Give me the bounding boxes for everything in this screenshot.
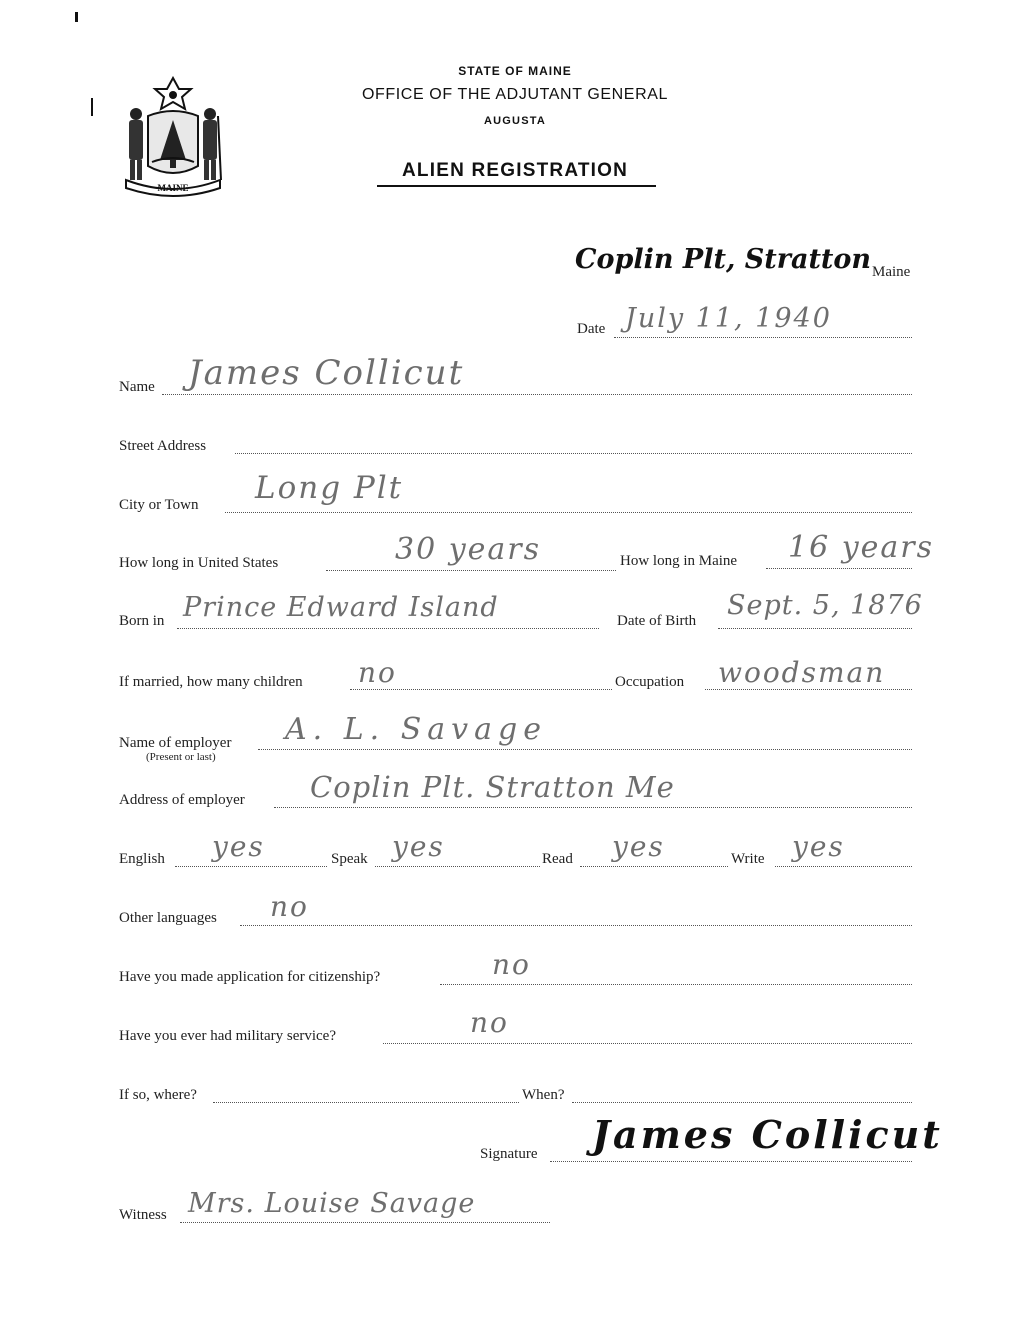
scan-mark [91, 98, 93, 116]
when-label: When? [522, 1087, 565, 1103]
born-in-value: Prince Edward Island [183, 592, 499, 623]
write-field-line [775, 866, 912, 867]
born-in-label: Born in [119, 613, 165, 629]
employer-address-label: Address of employer [119, 792, 245, 808]
name-label: Name [119, 379, 155, 395]
where-field-line [213, 1102, 519, 1103]
office-heading: OFFICE OF THE ADJUTANT GENERAL [361, 86, 669, 103]
when-field-line [572, 1102, 912, 1103]
date-label: Date [577, 321, 606, 337]
employer-name-note: (Present or last) [146, 751, 216, 763]
employer-address-value: Coplin Plt. Stratton Me [310, 770, 675, 804]
speak-label: Speak [331, 851, 368, 867]
citizenship-label: Have you made application for citizenship? [119, 969, 381, 985]
witness-value: Mrs. Louise Savage [188, 1188, 476, 1219]
read-field-line [580, 866, 728, 867]
english-label: English [119, 851, 165, 867]
form-title: ALIEN REGISTRATION [401, 160, 629, 181]
employer-name-field-line [258, 749, 912, 750]
write-label: Write [731, 851, 765, 867]
state-seal [122, 76, 224, 198]
how-long-maine-field-line [766, 568, 912, 569]
english-field-line [175, 866, 327, 867]
date-value: July 11, 1940 [625, 303, 832, 334]
military-value: no [470, 1006, 509, 1039]
seal-banner-text: MAINE [157, 183, 189, 193]
born-in-field-line [177, 628, 599, 629]
where-label: If so, where? [119, 1087, 197, 1103]
title-underline [377, 185, 656, 187]
place-state-label: Maine [872, 264, 911, 280]
military-label: Have you ever had military service? [119, 1028, 336, 1044]
place-value: Coplin Plt, Stratton [575, 244, 872, 275]
citizenship-value: no [492, 948, 531, 981]
how-long-us-label: How long in United States [119, 555, 279, 571]
how-long-us-value: 30 years [395, 532, 542, 567]
children-value: no [358, 656, 397, 689]
date-of-birth-label: Date of Birth [617, 613, 697, 629]
other-languages-label: Other languages [119, 910, 217, 926]
signature-value: James Collicut [592, 1112, 943, 1157]
name-field-line [162, 394, 912, 395]
speak-value: yes [392, 830, 445, 863]
occupation-field-line [705, 689, 912, 690]
city-town-label: City or Town [119, 497, 199, 513]
citizenship-field-line [440, 984, 912, 985]
date-of-birth-field-line [718, 628, 912, 629]
state-heading: STATE OF MAINE [458, 64, 572, 78]
employer-address-field-line [274, 807, 912, 808]
other-languages-value: no [270, 890, 309, 923]
speak-field-line [375, 866, 540, 867]
witness-label: Witness [119, 1207, 167, 1223]
occupation-value: woodsman [718, 656, 886, 689]
city-heading: AUGUSTA [484, 115, 546, 127]
how-long-us-field-line [326, 570, 616, 571]
signature-field-line [550, 1161, 912, 1162]
write-value: yes [792, 830, 845, 863]
children-label: If married, how many children [119, 674, 303, 690]
occupation-label: Occupation [615, 674, 685, 690]
read-label: Read [542, 851, 573, 867]
street-address-label: Street Address [119, 438, 207, 454]
date-field-line [614, 337, 912, 338]
name-value: James Collicut [188, 353, 465, 393]
scan-mark [75, 12, 78, 22]
how-long-maine-label: How long in Maine [620, 553, 738, 569]
date-of-birth-value: Sept. 5, 1876 [727, 590, 923, 621]
english-value: yes [212, 830, 265, 863]
other-languages-field-line [240, 925, 912, 926]
how-long-maine-value: 16 years [788, 530, 935, 565]
military-field-line [383, 1043, 912, 1044]
street-address-field-line [235, 453, 912, 454]
employer-name-label: Name of employer [119, 735, 232, 751]
children-field-line [350, 689, 612, 690]
city-town-field-line [225, 512, 912, 513]
signature-label: Signature [480, 1146, 538, 1162]
read-value: yes [612, 830, 665, 863]
employer-name-value: A. L. Savage [285, 712, 547, 747]
witness-field-line [180, 1222, 550, 1223]
city-town-value: Long Plt [255, 470, 404, 506]
